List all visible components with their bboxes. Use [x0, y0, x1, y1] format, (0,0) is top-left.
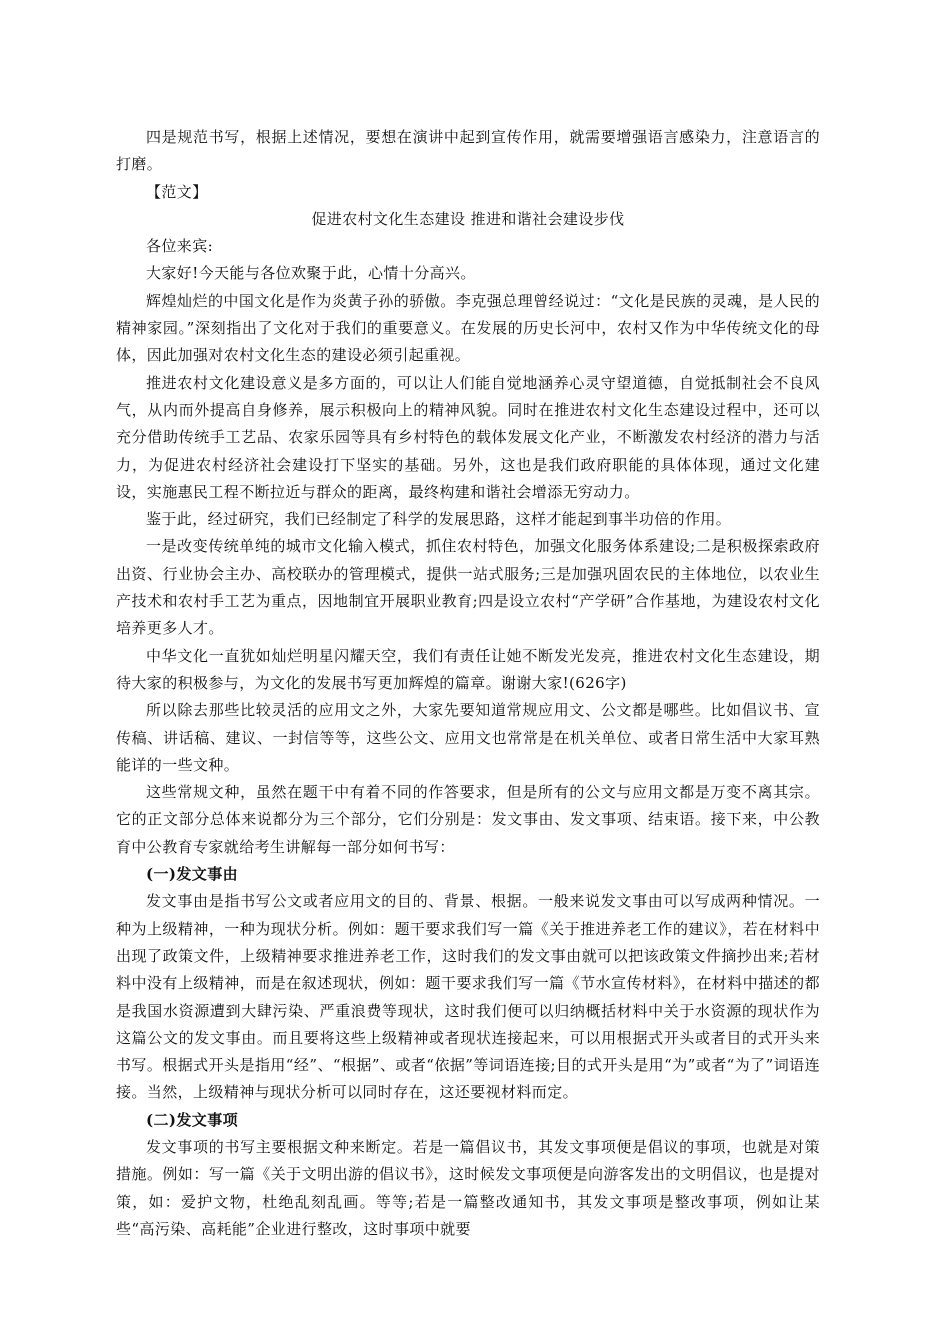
paragraph-reason: 发文事由是指书写公文或者应用文的目的、背景、根据。一般来说发文事由可以写成两种情况。一种为上级精神，一种为现状分析。例如：题干要求我们写一篇《关于推进养老工作的建议》，若在材料中出现了政策文件，上级精神要求推进养老工作，这时我们的发文事由就可以把该政策文件摘抄出来;若材料中没有上级精神，而是在叙述现状，例如：题干要求我们写一篇《节水宣传材料》，在材料中描述的都是我国水资源遭到大肆污染、严重浪费等现状，这时我们便可以归纳概括材料中关于水资源的现状作为这篇公文的发文事由。而且要将这些上级精神或者现状连接起来，可以用根据式开头或者目的式开头来书写。根据式开头是指用“经”、“根据”、或者“依据”等词语连接;目的式开头是用“为”或者“为了”词语连接。当然，上级精神与现状分析可以同时存在，这还要视材料而定。: [116, 892, 820, 1102]
greeting: 大家好!今天能与各位欢聚于此，心情十分高兴。: [146, 264, 476, 283]
paragraph-structure: 这些常规文种，虽然在题干中有着不同的作答要求，但是所有的公文与应用文都是万变不离其宗。它的正文部分总体来说都分为三个部分，它们分别是：发文事由、发文事项、结束语。接下来，中公教育中公教育专家就给考生讲解每一部分如何书写：: [116, 783, 820, 856]
paragraph-doc-types: 所以除去那些比较灵活的应用文之外，大家先要知道常规应用文、公文都是哪些。比如倡议书、宣传稿、讲话稿、建议、一封信等等，这些公文、应用文也常常是在机关单位、或者日常生活中大家耳熟能详的一些文种。: [116, 701, 820, 774]
paragraph-significance: 推进农村文化建设意义是多方面的，可以让人们能自觉地涵养心灵守望道德，自觉抵制社会不良风气，从内而外提高自身修养，展示积极向上的精神风貌。同时在推进农村文化生态建设过程中，还可以充分借助传统手工艺品、农家乐园等具有乡村特色的载体发展文化产业，不断激发农村经济的潜力与活力，为促进农村经济社会建设打下坚实的基础。另外，这也是我们政府职能的具体体现，通过文化建设，实施惠民工程不断拉近与群众的距离，最终构建和谐社会增添无穷动力。: [116, 373, 820, 501]
section-heading-items: (二)发文事项: [146, 1110, 238, 1129]
paragraph-approach: 鉴于此，经过研究，我们已经制定了科学的发展思路，这样才能起到事半功倍的作用。: [146, 510, 732, 529]
paragraph-measures: 一是改变传统单纯的城市文化输入模式，抓住农村特色，加强文化服务体系建设;二是积极探索政府出资、行业协会主办、高校联办的管理模式，提供一站式服务;三是加强巩固农民的主体地位，以农业生产技术和农村手工艺为重点，因地制宜开展职业教育;四是设立农村“产学研”合作基地，为建设农村文化培养更多人才。: [116, 537, 820, 638]
essay-title: 促进农村文化生态建设 推进和谐社会建设步伐: [311, 209, 625, 228]
paragraph-closing: 中华文化一直犹如灿烂明星闪耀天空，我们有责任让她不断发光发亮，推进农村文化生态建设，期待大家的积极参与，为文化的发展书写更加辉煌的篇章。谢谢大家!(626字): [116, 646, 820, 692]
salutation: 各位来宾:: [146, 237, 214, 256]
paragraph-standard-writing: 四是规范书写，根据上述情况，要想在演讲中起到宣传作用，就需要增强语言感染力，注意语言的打磨。: [116, 128, 820, 174]
paragraph-culture-pride: 辉煌灿烂的中国文化是作为炎黄子孙的骄傲。李克强总理曾经说过：“文化是民族的灵魂，是人民的精神家园。”深刻指出了文化对于我们的重要意义。在发展的历史长河中，农村又作为中华传统文化的母体，因此加强对农村文化生态的建设必须引起重视。: [116, 291, 820, 365]
document-page: [116, 124, 820, 1243]
label-sample-essay: 【范文】: [146, 182, 208, 201]
paragraph-items: 发文事项的书写主要根据文种来断定。若是一篇倡议书，其发文事项便是倡议的事项，也就是对策措施。例如：写一篇《关于文明出游的倡议书》，这时候发文事项便是向游客发出的文明倡议，也是提对策，如：爱护文物，杜绝乱刻乱画。等等;若是一篇整改通知书，其发文事项是整改事项，例如让某些“高污染、高耗能”企业进行整改，这时事项中就要: [116, 1137, 820, 1238]
section-heading-reason: (一)发文事由: [146, 865, 238, 884]
